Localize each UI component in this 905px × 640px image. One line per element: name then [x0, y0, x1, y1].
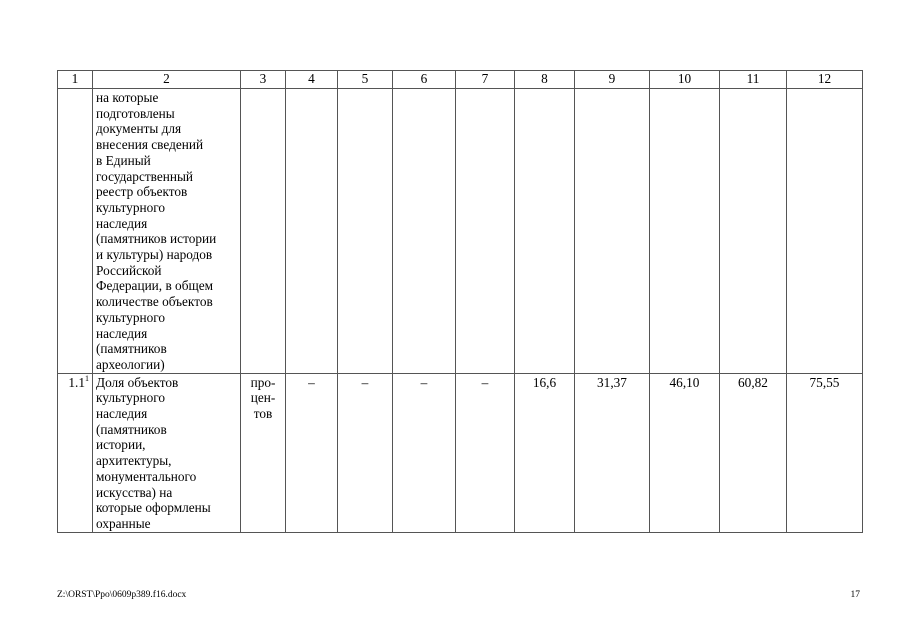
- value-cell: [338, 89, 393, 374]
- value-cell: –: [393, 373, 456, 532]
- column-number: 7: [456, 71, 515, 89]
- value-cell: –: [456, 373, 515, 532]
- value-cell: 46,10: [650, 373, 720, 532]
- column-number: 10: [650, 71, 720, 89]
- column-number: 4: [286, 71, 338, 89]
- column-number: 6: [393, 71, 456, 89]
- column-number: 3: [241, 71, 286, 89]
- file-path-footer: Z:\ORST\Ppo\0609p389.f16.docx: [57, 590, 187, 600]
- value-cell: 31,37: [575, 373, 650, 532]
- table-row: [58, 373, 863, 532]
- row-number: [58, 89, 93, 374]
- value-cell: [575, 89, 650, 374]
- indicator-name: Доля объектов культурного наследия (памятников истории, архитектуры, монументального искусства) на которые оформлены охранные: [93, 373, 241, 532]
- value-cell: [456, 89, 515, 374]
- value-cell: –: [338, 373, 393, 532]
- value-cell: 60,82: [720, 373, 787, 532]
- indicator-name: на которые подготовлены документы для внесения сведений в Единый государственный реестр объектов культурного наследия (памятников истории и культуры) народов Российской Федерации, в общем количестве объектов культурного наследия (памятников археологии): [93, 89, 241, 374]
- value-cell: [515, 89, 575, 374]
- value-cell: [787, 89, 863, 374]
- value-cell: 75,55: [787, 373, 863, 532]
- column-number: 2: [93, 71, 241, 89]
- table-row: [58, 89, 863, 374]
- column-number: 1: [58, 71, 93, 89]
- row-number: $1.1^1$: [58, 373, 93, 532]
- column-number: 12: [787, 71, 863, 89]
- value-cell: [393, 89, 456, 374]
- column-number: 11: [720, 71, 787, 89]
- unit-cell: [241, 89, 286, 374]
- value-cell: [720, 89, 787, 374]
- value-cell: 16,6: [515, 373, 575, 532]
- column-number: 5: [338, 71, 393, 89]
- indicator-table: [57, 70, 863, 533]
- unit-cell: про- цен- тов: [241, 373, 286, 532]
- column-number-row: [58, 71, 863, 89]
- page-number: 17: [850, 590, 860, 600]
- column-number: 8: [515, 71, 575, 89]
- column-number: 9: [575, 71, 650, 89]
- value-cell: [286, 89, 338, 374]
- value-cell: [650, 89, 720, 374]
- footnote-marker: 1: [85, 373, 89, 383]
- value-cell: –: [286, 373, 338, 532]
